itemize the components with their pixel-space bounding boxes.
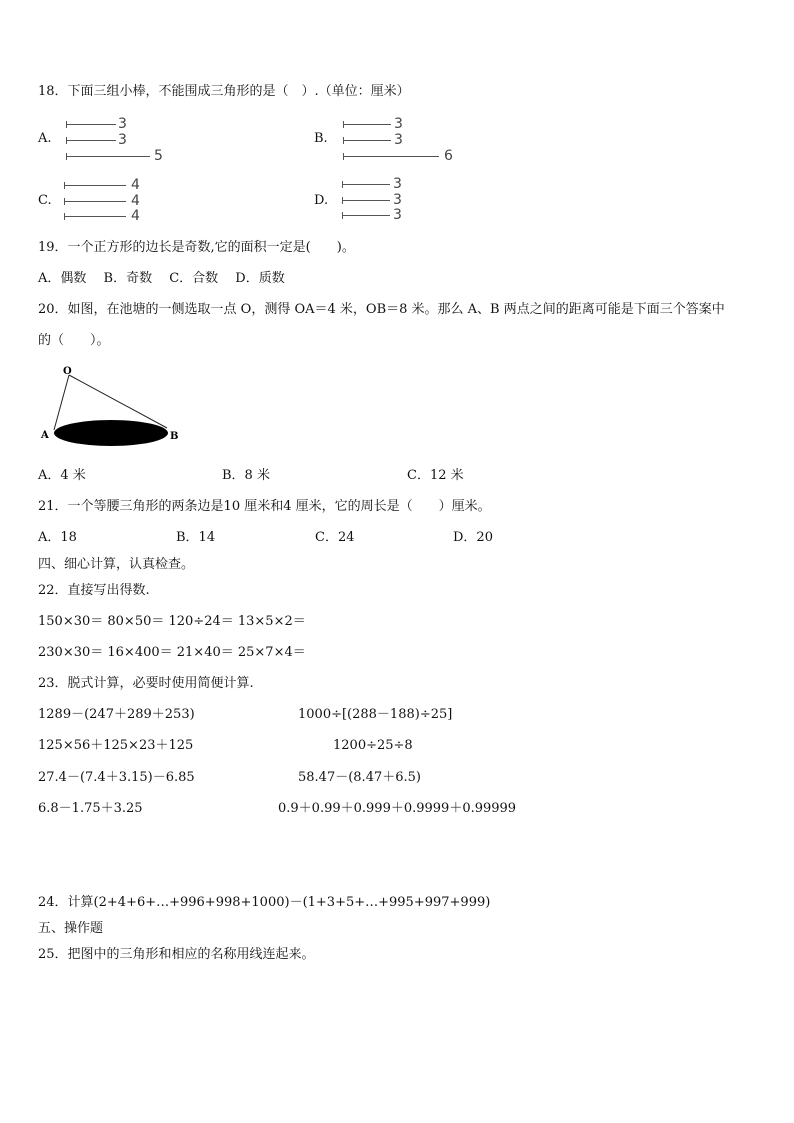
- q23-text: 23．脱式计算，必要时使用简便计算.: [38, 676, 254, 691]
- section-5-heading: 五、操作题: [38, 921, 104, 936]
- section-4-heading: 四、细心计算，认真检查。: [38, 557, 195, 572]
- q20-text-line2: 的（ ）。: [38, 333, 110, 348]
- q23-item-3: 125×56＋125×23＋125: [38, 738, 194, 753]
- q21-option-b: B．14: [176, 530, 216, 545]
- segment-oa: [54, 375, 69, 430]
- q22-row-1: 150×30＝ 80×50＝ 120÷24＝ 13×5×2＝: [38, 614, 306, 629]
- q23-item-4: 1200÷25÷8: [333, 738, 413, 753]
- q18-option-b-label: B.: [314, 131, 328, 146]
- q23-item-7: 6.8－1.75＋3.25: [38, 801, 143, 816]
- q18-option-a-label: A.: [38, 131, 52, 146]
- q20-option-a: A．4 米: [38, 468, 86, 483]
- q20-option-b: B．8 米: [222, 468, 270, 483]
- q22-text: 22．直接写出得数.: [38, 583, 150, 598]
- segment-ob: [69, 375, 167, 428]
- q18-option-c-label: C.: [38, 193, 52, 208]
- pond: [54, 420, 168, 446]
- point-o-label: O: [63, 366, 72, 377]
- q23-item-5: 27.4－(7.4＋3.15)－6.85: [38, 770, 195, 785]
- q23-item-2: 1000÷[(288－188)÷25]: [298, 707, 453, 722]
- q18-option-d-label: D.: [314, 193, 329, 208]
- q23-item-8: 0.9＋0.99＋0.999＋0.9999＋0.99999: [278, 801, 517, 816]
- q21-text: 21．一个等腰三角形的两条边是10 厘米和4 厘米，它的周长是（ ）厘米。: [38, 499, 491, 514]
- point-a-label: A: [41, 430, 49, 441]
- q20-text-line1: 20．如图，在池塘的一侧选取一点 O，测得 OA＝4 米，OB＝8 米。那么 A、B 两点之间的距离可能是下面三个答案中: [38, 302, 725, 317]
- q21-option-d: D．20: [453, 530, 493, 545]
- q21-option-a: A．18: [38, 530, 77, 545]
- q23-item-1: 1289－(247＋289＋253): [38, 707, 195, 722]
- point-b-label: B: [170, 431, 179, 442]
- q20-option-c: C．12 米: [407, 468, 464, 483]
- q21-option-c: C．24: [315, 530, 355, 545]
- q18-text: 18．下面三组小棒，不能围成三角形的是（ ）.（单位：厘米）: [38, 84, 410, 99]
- q19-text: 19．一个正方形的边长是奇数,它的面积一定是( )。: [38, 240, 355, 255]
- q24-text: 24．计算(2+4+6+…+996+998+1000)－(1+3+5+…+995+997+999): [38, 895, 491, 910]
- q23-item-6: 58.47－(8.47＋6.5): [298, 770, 421, 785]
- q19-options: A．偶数 B．奇数 C．合数 D．质数: [38, 271, 285, 286]
- q22-row-2: 230×30＝ 16×400＝ 21×40＝ 25×7×4＝: [38, 645, 306, 660]
- q25-text: 25．把图中的三角形和相应的名称用线连起来。: [38, 947, 315, 962]
- pond-figure: [36, 362, 186, 446]
